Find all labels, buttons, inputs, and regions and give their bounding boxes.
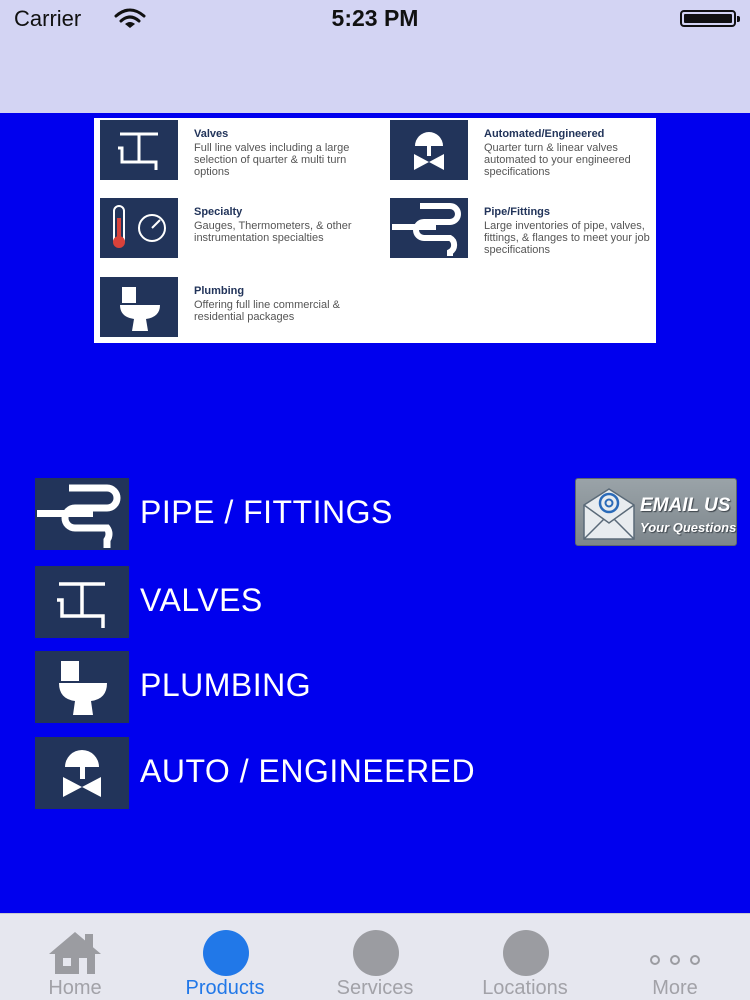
email-us-button[interactable] — [575, 478, 737, 546]
tab-label: Products — [185, 977, 265, 999]
circle-icon — [501, 928, 549, 976]
tab-locations[interactable] — [450, 914, 600, 1000]
pipe-fittings-icon — [390, 198, 468, 258]
category-title: Specialty — [194, 206, 243, 218]
category-description: Large inventories of pipe, valves, fittings, & flanges to meet your job specifications — [484, 220, 650, 256]
tab-products[interactable] — [150, 914, 300, 1000]
tab-label: Services — [336, 977, 414, 999]
category-pipe-fittings — [384, 196, 654, 258]
gauge-thermometer-icon — [100, 198, 178, 258]
actuator-valve-icon — [390, 120, 468, 180]
email-envelope-icon — [580, 481, 638, 545]
category-description: Quarter turn & linear valves automated to your engineered specifications — [484, 142, 631, 178]
tab-home[interactable] — [0, 914, 150, 1000]
email-us-label: EMAIL US — [640, 495, 731, 516]
product-plumbing[interactable] — [35, 651, 455, 723]
tab-label: More — [652, 977, 698, 999]
category-description: Offering full line commercial & residential packages — [194, 299, 340, 323]
tab-label: Home — [48, 977, 102, 999]
category-automated-engineered — [384, 118, 654, 180]
product-pipe-fittings[interactable] — [35, 478, 455, 550]
category-title: Automated/Engineered — [484, 128, 605, 140]
valve-icon — [35, 566, 129, 638]
pipe-fittings-icon — [35, 478, 129, 550]
product-categories-card — [94, 118, 656, 343]
actuator-valve-icon — [35, 737, 129, 809]
status-bar — [0, 0, 750, 38]
category-specialty — [94, 196, 364, 258]
category-title: Plumbing — [194, 285, 245, 297]
toilet-icon — [35, 651, 129, 723]
more-dots-icon — [645, 928, 705, 976]
category-description: Full line valves including a large selection of quarter & multi turn options — [194, 142, 350, 178]
tab-label: Locations — [482, 977, 568, 999]
tab-more[interactable] — [600, 914, 750, 1000]
category-title: Valves — [194, 128, 229, 140]
category-description: Gauges, Thermometers, & other instrumentation specialties — [194, 220, 352, 244]
circle-icon — [201, 928, 249, 976]
tab-bar — [0, 913, 750, 1000]
valve-icon — [100, 120, 178, 180]
category-plumbing — [94, 275, 364, 337]
product-label: PIPE / FITTINGS — [140, 494, 393, 530]
tab-services[interactable] — [300, 914, 450, 1000]
product-label: PLUMBING — [140, 667, 312, 703]
category-title: Pipe/Fittings — [484, 206, 550, 218]
toilet-icon — [100, 277, 178, 337]
category-valves — [94, 118, 364, 180]
circle-icon — [351, 928, 399, 976]
navigation-area — [0, 0, 750, 113]
product-label: AUTO / ENGINEERED — [140, 753, 476, 789]
carrier-label: Carrier — [14, 6, 82, 31]
product-auto-engineered[interactable] — [35, 737, 476, 809]
email-us-sublabel: Your Questions — [640, 520, 737, 535]
product-label: VALVES — [140, 582, 263, 618]
product-valves[interactable] — [35, 566, 455, 638]
battery-icon — [680, 10, 736, 27]
house-icon — [45, 928, 105, 976]
clock: 5:23 PM — [331, 5, 419, 31]
